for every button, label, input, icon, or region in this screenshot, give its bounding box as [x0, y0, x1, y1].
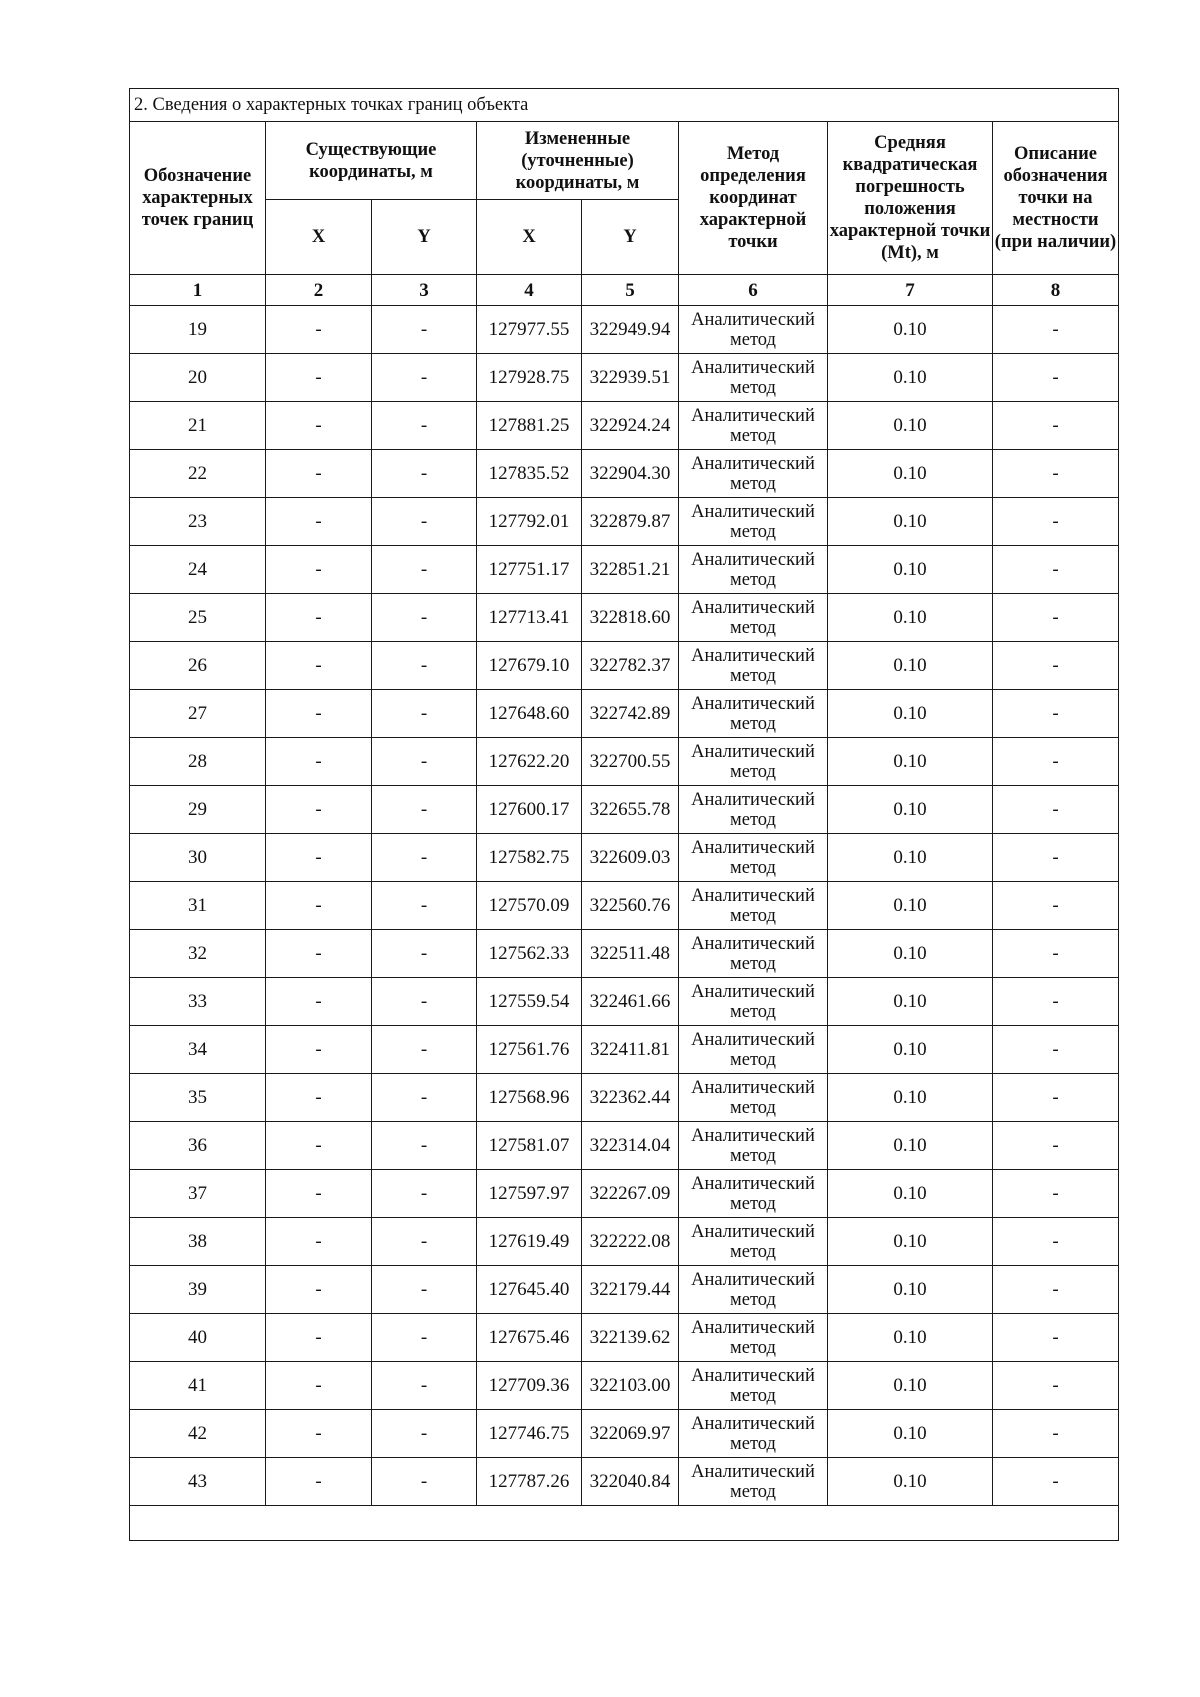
- header-existing-coords: Существующие координаты, м: [266, 122, 477, 200]
- changed-x-cell: 127622.20: [477, 738, 582, 786]
- existing-y-cell: -: [372, 882, 477, 930]
- existing-y-cell: -: [372, 1458, 477, 1506]
- existing-x-cell: -: [266, 930, 372, 978]
- table-row: [130, 594, 1119, 642]
- existing-y-cell: -: [372, 1362, 477, 1410]
- changed-y-cell: 322851.21: [582, 546, 679, 594]
- header-existing-x: X: [266, 200, 372, 275]
- table-row: [130, 978, 1119, 1026]
- table-row: [130, 642, 1119, 690]
- error-cell: 0.10: [828, 1122, 993, 1170]
- existing-x-cell: -: [266, 1362, 372, 1410]
- method-cell: [679, 450, 828, 498]
- changed-x-cell: 127581.07: [477, 1122, 582, 1170]
- existing-y-cell: -: [372, 1410, 477, 1458]
- point-number-cell: 19: [130, 306, 266, 354]
- method-line-1: Аналитический: [691, 933, 815, 954]
- existing-y-cell: -: [372, 642, 477, 690]
- method-line-1: Аналитический: [691, 1365, 815, 1386]
- changed-x-cell: 127746.75: [477, 1410, 582, 1458]
- method-line-2: метод: [730, 1049, 776, 1070]
- existing-x-cell: -: [266, 882, 372, 930]
- changed-x-cell: 127645.40: [477, 1266, 582, 1314]
- method-cell: [679, 1458, 828, 1506]
- point-number-cell: 42: [130, 1410, 266, 1458]
- point-number-cell: 35: [130, 1074, 266, 1122]
- method-line-2: метод: [730, 377, 776, 398]
- method-cell: [679, 402, 828, 450]
- table-row: [130, 546, 1119, 594]
- changed-x-cell: 127568.96: [477, 1074, 582, 1122]
- column-number: 1: [130, 275, 266, 306]
- point-number-cell: 20: [130, 354, 266, 402]
- existing-y-cell: -: [372, 354, 477, 402]
- changed-x-cell: 127597.97: [477, 1170, 582, 1218]
- changed-x-cell: 127679.10: [477, 642, 582, 690]
- table-body: [130, 306, 1119, 1506]
- changed-y-cell: 322879.87: [582, 498, 679, 546]
- point-number-cell: 29: [130, 786, 266, 834]
- existing-x-cell: -: [266, 1122, 372, 1170]
- method-line-1: Аналитический: [691, 357, 815, 378]
- changed-y-cell: 322040.84: [582, 1458, 679, 1506]
- description-cell: -: [993, 930, 1119, 978]
- existing-y-cell: -: [372, 546, 477, 594]
- changed-x-cell: 127675.46: [477, 1314, 582, 1362]
- method-line-1: Аналитический: [691, 501, 815, 522]
- existing-y-cell: -: [372, 978, 477, 1026]
- method-line-2: метод: [730, 809, 776, 830]
- point-number-cell: 33: [130, 978, 266, 1026]
- changed-y-cell: 322904.30: [582, 450, 679, 498]
- error-cell: 0.10: [828, 978, 993, 1026]
- existing-y-cell: -: [372, 306, 477, 354]
- description-cell: -: [993, 690, 1119, 738]
- column-number: 6: [679, 275, 828, 306]
- error-cell: 0.10: [828, 450, 993, 498]
- table-row: [130, 738, 1119, 786]
- error-cell: 0.10: [828, 306, 993, 354]
- error-cell: 0.10: [828, 786, 993, 834]
- changed-x-cell: 127619.49: [477, 1218, 582, 1266]
- existing-x-cell: -: [266, 978, 372, 1026]
- column-number: 8: [993, 275, 1119, 306]
- method-cell: [679, 594, 828, 642]
- description-cell: -: [993, 834, 1119, 882]
- method-line-2: метод: [730, 1481, 776, 1502]
- description-cell: -: [993, 1074, 1119, 1122]
- column-number: 3: [372, 275, 477, 306]
- method-line-1: Аналитический: [691, 789, 815, 810]
- description-cell: -: [993, 402, 1119, 450]
- changed-y-cell: 322179.44: [582, 1266, 679, 1314]
- description-cell: -: [993, 1266, 1119, 1314]
- error-cell: 0.10: [828, 1314, 993, 1362]
- point-number-cell: 24: [130, 546, 266, 594]
- table-row: [130, 354, 1119, 402]
- method-cell: [679, 1314, 828, 1362]
- table-row: [130, 1266, 1119, 1314]
- existing-x-cell: -: [266, 1074, 372, 1122]
- changed-y-cell: 322742.89: [582, 690, 679, 738]
- table-row: [130, 1314, 1119, 1362]
- existing-y-cell: -: [372, 498, 477, 546]
- method-line-2: метод: [730, 329, 776, 350]
- method-line-2: метод: [730, 1337, 776, 1358]
- table-row: [130, 1170, 1119, 1218]
- method-line-2: метод: [730, 761, 776, 782]
- table-row: [130, 306, 1119, 354]
- method-cell: [679, 1170, 828, 1218]
- table-row: [130, 1362, 1119, 1410]
- existing-y-cell: -: [372, 738, 477, 786]
- error-cell: 0.10: [828, 1218, 993, 1266]
- method-line-1: Аналитический: [691, 1125, 815, 1146]
- table-row: [130, 786, 1119, 834]
- header-changed-coords: Измененные (уточненные) координаты, м: [477, 122, 679, 200]
- error-cell: 0.10: [828, 882, 993, 930]
- changed-y-cell: 322362.44: [582, 1074, 679, 1122]
- changed-x-cell: 127881.25: [477, 402, 582, 450]
- description-cell: -: [993, 642, 1119, 690]
- table-footer-row: [130, 1506, 1119, 1541]
- changed-x-cell: 127562.33: [477, 930, 582, 978]
- existing-y-cell: -: [372, 1314, 477, 1362]
- method-line-1: Аналитический: [691, 837, 815, 858]
- table-row: [130, 1122, 1119, 1170]
- method-cell: [679, 882, 828, 930]
- method-line-2: метод: [730, 857, 776, 878]
- existing-x-cell: -: [266, 354, 372, 402]
- method-line-1: Аналитический: [691, 1269, 815, 1290]
- table-row: [130, 690, 1119, 738]
- method-line-2: метод: [730, 905, 776, 926]
- method-line-1: Аналитический: [691, 597, 815, 618]
- existing-x-cell: -: [266, 306, 372, 354]
- error-cell: 0.10: [828, 1074, 993, 1122]
- column-number-row: [130, 275, 1119, 306]
- description-cell: -: [993, 978, 1119, 1026]
- column-number: 5: [582, 275, 679, 306]
- existing-x-cell: -: [266, 786, 372, 834]
- existing-y-cell: -: [372, 786, 477, 834]
- method-cell: [679, 354, 828, 402]
- changed-y-cell: 322655.78: [582, 786, 679, 834]
- existing-x-cell: -: [266, 1026, 372, 1074]
- changed-x-cell: 127713.41: [477, 594, 582, 642]
- header-method: Метод определения координат характерной точки: [679, 122, 828, 275]
- header-changed-y: Y: [582, 200, 679, 275]
- method-line-2: метод: [730, 617, 776, 638]
- changed-y-cell: 322939.51: [582, 354, 679, 402]
- point-number-cell: 34: [130, 1026, 266, 1074]
- existing-x-cell: -: [266, 834, 372, 882]
- header-existing-y: Y: [372, 200, 477, 275]
- method-line-1: Аналитический: [691, 885, 815, 906]
- point-number-cell: 28: [130, 738, 266, 786]
- point-number-cell: 27: [130, 690, 266, 738]
- existing-x-cell: -: [266, 1218, 372, 1266]
- existing-y-cell: -: [372, 594, 477, 642]
- table-row: [130, 930, 1119, 978]
- point-number-cell: 22: [130, 450, 266, 498]
- header-point-designation: Обозначение характерных точек границ: [130, 122, 266, 275]
- error-cell: 0.10: [828, 1362, 993, 1410]
- point-number-cell: 43: [130, 1458, 266, 1506]
- table-footer-cell: [130, 1506, 1119, 1541]
- method-line-1: Аналитический: [691, 549, 815, 570]
- point-number-cell: 26: [130, 642, 266, 690]
- boundary-points-table: [129, 88, 1119, 1541]
- header-error: Средняя квадратическая погрешность положения характерной точки (Mt), м: [828, 122, 993, 275]
- changed-y-cell: 322609.03: [582, 834, 679, 882]
- method-line-2: метод: [730, 1145, 776, 1166]
- existing-x-cell: -: [266, 1314, 372, 1362]
- method-line-2: метод: [730, 569, 776, 590]
- method-cell: [679, 1218, 828, 1266]
- description-cell: -: [993, 1218, 1119, 1266]
- point-number-cell: 40: [130, 1314, 266, 1362]
- point-number-cell: 31: [130, 882, 266, 930]
- method-line-2: метод: [730, 1001, 776, 1022]
- changed-x-cell: 127751.17: [477, 546, 582, 594]
- method-line-1: Аналитический: [691, 405, 815, 426]
- error-cell: 0.10: [828, 354, 993, 402]
- changed-x-cell: 127928.75: [477, 354, 582, 402]
- column-number: 2: [266, 275, 372, 306]
- table-row: [130, 834, 1119, 882]
- description-cell: -: [993, 306, 1119, 354]
- table-row: [130, 1074, 1119, 1122]
- method-cell: [679, 1410, 828, 1458]
- method-line-2: метод: [730, 473, 776, 494]
- method-cell: [679, 978, 828, 1026]
- description-cell: -: [993, 1410, 1119, 1458]
- existing-x-cell: -: [266, 594, 372, 642]
- changed-y-cell: 322267.09: [582, 1170, 679, 1218]
- error-cell: 0.10: [828, 738, 993, 786]
- changed-y-cell: 322511.48: [582, 930, 679, 978]
- method-cell: [679, 1362, 828, 1410]
- column-number: 7: [828, 275, 993, 306]
- existing-x-cell: -: [266, 546, 372, 594]
- point-number-cell: 38: [130, 1218, 266, 1266]
- changed-x-cell: 127600.17: [477, 786, 582, 834]
- changed-y-cell: 322314.04: [582, 1122, 679, 1170]
- header-changed-x: X: [477, 200, 582, 275]
- table-row: [130, 1410, 1119, 1458]
- point-number-cell: 36: [130, 1122, 266, 1170]
- method-line-2: метод: [730, 1385, 776, 1406]
- method-cell: [679, 738, 828, 786]
- method-cell: [679, 546, 828, 594]
- method-cell: [679, 690, 828, 738]
- description-cell: -: [993, 594, 1119, 642]
- existing-y-cell: -: [372, 1074, 477, 1122]
- changed-x-cell: 127559.54: [477, 978, 582, 1026]
- method-line-2: метод: [730, 713, 776, 734]
- method-line-1: Аналитический: [691, 453, 815, 474]
- error-cell: 0.10: [828, 402, 993, 450]
- description-cell: -: [993, 882, 1119, 930]
- error-cell: 0.10: [828, 642, 993, 690]
- changed-y-cell: 322103.00: [582, 1362, 679, 1410]
- method-line-1: Аналитический: [691, 1221, 815, 1242]
- point-number-cell: 41: [130, 1362, 266, 1410]
- method-line-2: метод: [730, 665, 776, 686]
- changed-y-cell: 322700.55: [582, 738, 679, 786]
- existing-y-cell: -: [372, 1266, 477, 1314]
- method-line-2: метод: [730, 521, 776, 542]
- error-cell: 0.10: [828, 1170, 993, 1218]
- error-cell: 0.10: [828, 594, 993, 642]
- existing-x-cell: -: [266, 1266, 372, 1314]
- existing-x-cell: -: [266, 690, 372, 738]
- method-cell: [679, 498, 828, 546]
- method-line-1: Аналитический: [691, 1029, 815, 1050]
- existing-x-cell: -: [266, 498, 372, 546]
- description-cell: -: [993, 786, 1119, 834]
- existing-x-cell: -: [266, 402, 372, 450]
- error-cell: 0.10: [828, 1026, 993, 1074]
- description-cell: -: [993, 354, 1119, 402]
- existing-x-cell: -: [266, 1410, 372, 1458]
- method-line-1: Аналитический: [691, 645, 815, 666]
- table-row: [130, 1458, 1119, 1506]
- description-cell: -: [993, 1314, 1119, 1362]
- method-cell: [679, 786, 828, 834]
- method-line-1: Аналитический: [691, 1413, 815, 1434]
- changed-y-cell: 322139.62: [582, 1314, 679, 1362]
- description-cell: -: [993, 450, 1119, 498]
- method-line-1: Аналитический: [691, 1077, 815, 1098]
- existing-y-cell: -: [372, 1026, 477, 1074]
- point-number-cell: 37: [130, 1170, 266, 1218]
- method-cell: [679, 306, 828, 354]
- existing-y-cell: -: [372, 930, 477, 978]
- table-row: [130, 402, 1119, 450]
- method-line-2: метод: [730, 1097, 776, 1118]
- error-cell: 0.10: [828, 498, 993, 546]
- method-line-1: Аналитический: [691, 693, 815, 714]
- method-line-1: Аналитический: [691, 309, 815, 330]
- changed-y-cell: 322560.76: [582, 882, 679, 930]
- table-row: [130, 450, 1119, 498]
- header-description: Описание обозначения точки на местности (при наличии): [993, 122, 1119, 275]
- point-number-cell: 21: [130, 402, 266, 450]
- method-line-2: метод: [730, 1241, 776, 1262]
- point-number-cell: 32: [130, 930, 266, 978]
- method-cell: [679, 1026, 828, 1074]
- changed-y-cell: 322949.94: [582, 306, 679, 354]
- existing-x-cell: -: [266, 1170, 372, 1218]
- method-line-1: Аналитический: [691, 1173, 815, 1194]
- existing-y-cell: -: [372, 1218, 477, 1266]
- existing-x-cell: -: [266, 1458, 372, 1506]
- error-cell: 0.10: [828, 834, 993, 882]
- method-cell: [679, 1266, 828, 1314]
- table-row: [130, 882, 1119, 930]
- changed-y-cell: 322069.97: [582, 1410, 679, 1458]
- method-cell: [679, 642, 828, 690]
- error-cell: 0.10: [828, 1266, 993, 1314]
- method-line-2: метод: [730, 953, 776, 974]
- changed-x-cell: 127835.52: [477, 450, 582, 498]
- description-cell: -: [993, 1026, 1119, 1074]
- error-cell: 0.10: [828, 1410, 993, 1458]
- changed-y-cell: 322411.81: [582, 1026, 679, 1074]
- table-row: [130, 498, 1119, 546]
- changed-x-cell: 127787.26: [477, 1458, 582, 1506]
- description-cell: -: [993, 546, 1119, 594]
- table-row: [130, 1026, 1119, 1074]
- existing-x-cell: -: [266, 738, 372, 786]
- changed-y-cell: 322222.08: [582, 1218, 679, 1266]
- point-number-cell: 30: [130, 834, 266, 882]
- changed-y-cell: 322818.60: [582, 594, 679, 642]
- method-line-2: метод: [730, 1433, 776, 1454]
- point-number-cell: 39: [130, 1266, 266, 1314]
- method-line-1: Аналитический: [691, 741, 815, 762]
- changed-x-cell: 127582.75: [477, 834, 582, 882]
- changed-x-cell: 127570.09: [477, 882, 582, 930]
- description-cell: -: [993, 1122, 1119, 1170]
- method-line-2: метод: [730, 1289, 776, 1310]
- section-title: 2. Сведения о характерных точках границ объекта: [130, 89, 1119, 122]
- existing-x-cell: -: [266, 450, 372, 498]
- existing-x-cell: -: [266, 642, 372, 690]
- changed-x-cell: 127792.01: [477, 498, 582, 546]
- method-line-2: метод: [730, 1193, 776, 1214]
- existing-y-cell: -: [372, 450, 477, 498]
- changed-x-cell: 127709.36: [477, 1362, 582, 1410]
- changed-x-cell: 127977.55: [477, 306, 582, 354]
- method-line-1: Аналитический: [691, 1461, 815, 1482]
- method-line-1: Аналитический: [691, 1317, 815, 1338]
- column-number: 4: [477, 275, 582, 306]
- changed-y-cell: 322461.66: [582, 978, 679, 1026]
- method-cell: [679, 930, 828, 978]
- error-cell: 0.10: [828, 690, 993, 738]
- description-cell: -: [993, 1458, 1119, 1506]
- error-cell: 0.10: [828, 1458, 993, 1506]
- description-cell: -: [993, 1362, 1119, 1410]
- existing-y-cell: -: [372, 690, 477, 738]
- method-cell: [679, 1074, 828, 1122]
- method-line-1: Аналитический: [691, 981, 815, 1002]
- error-cell: 0.10: [828, 546, 993, 594]
- method-line-2: метод: [730, 425, 776, 446]
- description-cell: -: [993, 738, 1119, 786]
- existing-y-cell: -: [372, 1122, 477, 1170]
- method-cell: [679, 834, 828, 882]
- changed-y-cell: 322924.24: [582, 402, 679, 450]
- changed-y-cell: 322782.37: [582, 642, 679, 690]
- table-row: [130, 1218, 1119, 1266]
- description-cell: -: [993, 1170, 1119, 1218]
- point-number-cell: 25: [130, 594, 266, 642]
- method-cell: [679, 1122, 828, 1170]
- changed-x-cell: 127648.60: [477, 690, 582, 738]
- point-number-cell: 23: [130, 498, 266, 546]
- changed-x-cell: 127561.76: [477, 1026, 582, 1074]
- existing-y-cell: -: [372, 402, 477, 450]
- description-cell: -: [993, 498, 1119, 546]
- existing-y-cell: -: [372, 1170, 477, 1218]
- existing-y-cell: -: [372, 834, 477, 882]
- error-cell: 0.10: [828, 930, 993, 978]
